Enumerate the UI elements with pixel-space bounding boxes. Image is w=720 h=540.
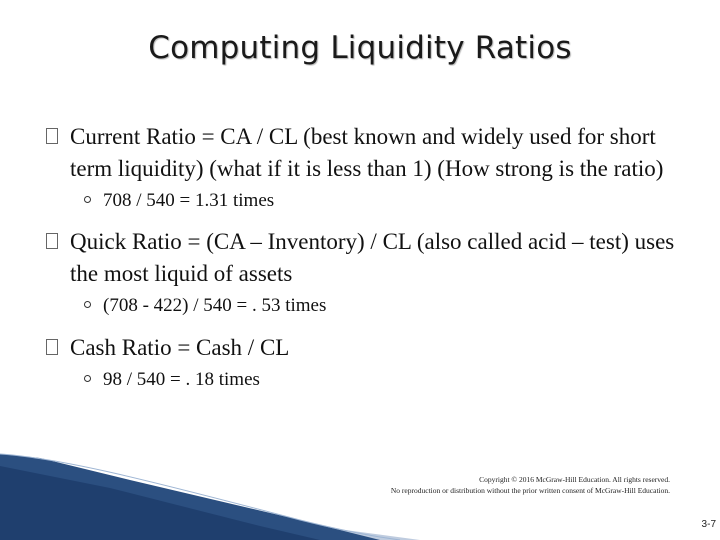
square-bullet-icon	[46, 233, 58, 249]
slide-title: Computing Liquidity Ratios	[148, 30, 572, 66]
sub-bullet-item	[46, 367, 686, 393]
page-number: 3-7	[701, 519, 716, 530]
bullet-list	[46, 121, 686, 393]
sub-bullet-text: 98 / 540 = . 18 times	[103, 369, 260, 390]
sub-bullet-text: 708 / 540 = 1.31 times	[103, 190, 275, 211]
bullet-item-cash-ratio	[46, 332, 686, 364]
hollow-circle-bullet-icon	[84, 301, 91, 308]
bullet-item-quick-ratio	[46, 226, 686, 290]
sub-bullet-text: (708 - 422) / 540 = . 53 times	[103, 295, 327, 316]
bullet-text: Quick Ratio = (CA – Inventory) / CL (also called acid – test) uses the most liquid of assets	[70, 229, 675, 286]
sub-bullet-item	[46, 293, 686, 319]
bullet-text: Current Ratio = CA / CL (best known and widely used for short term liquidity) (what if it is less than 1) (How strong is the ratio)	[70, 124, 664, 181]
square-bullet-icon	[46, 339, 58, 355]
copyright-line: No reproduction or distribution without the prior written consent of McGraw-Hill Education.	[390, 486, 670, 495]
bullet-item-current-ratio	[46, 121, 686, 185]
bullet-text: Cash Ratio = Cash / CL	[70, 335, 290, 360]
hollow-circle-bullet-icon	[84, 375, 91, 382]
copyright-line: Copyright © 2016 McGraw-Hill Education. All rights reserved.	[479, 475, 670, 484]
square-bullet-icon	[46, 128, 58, 144]
copyright-notice	[340, 474, 670, 496]
sub-bullet-item	[46, 188, 686, 214]
hollow-circle-bullet-icon	[84, 196, 91, 203]
